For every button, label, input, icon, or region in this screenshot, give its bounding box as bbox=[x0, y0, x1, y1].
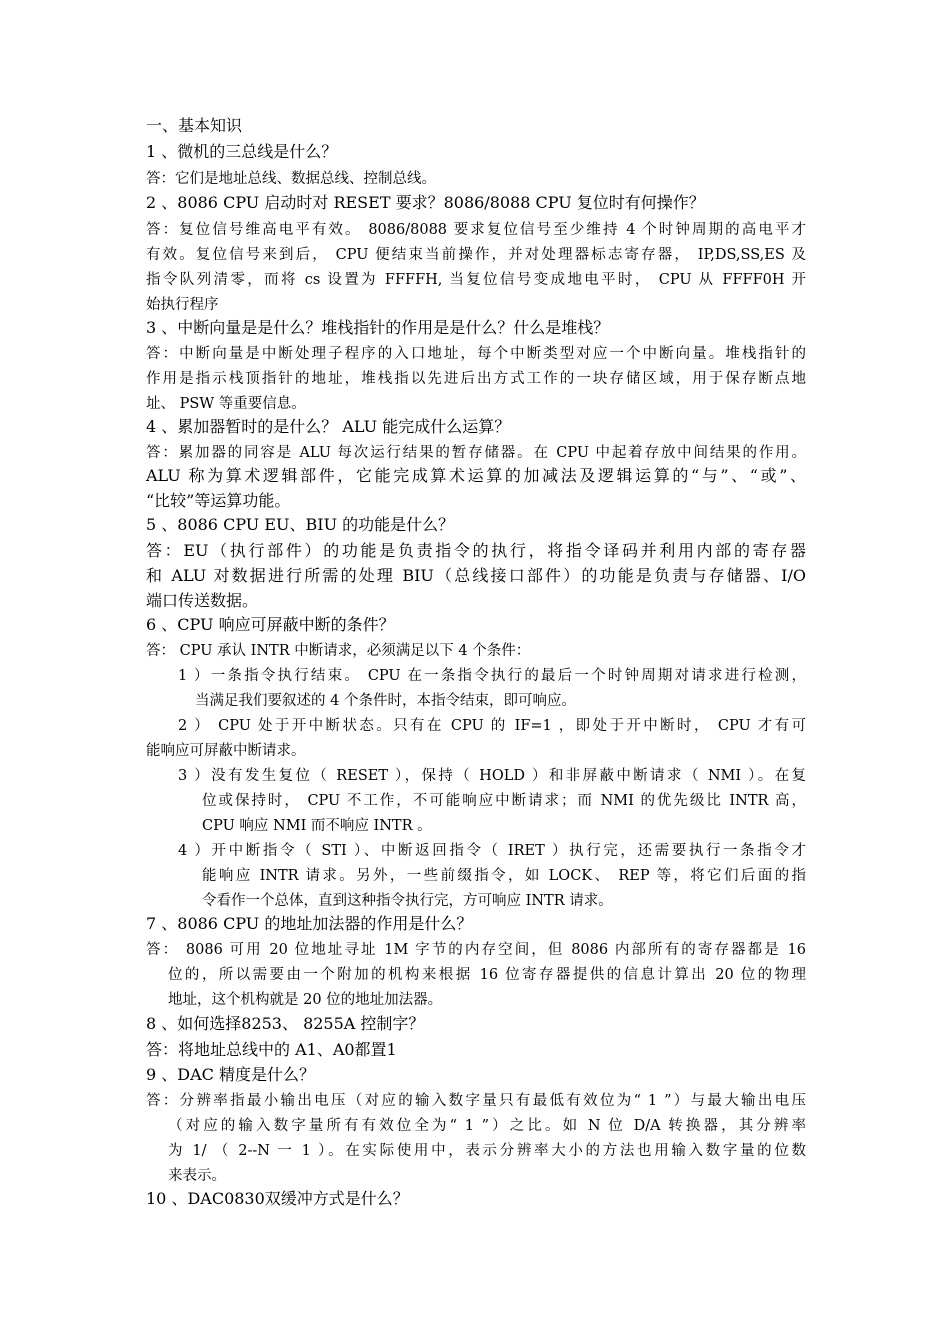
condition-4-line-3: 令看作一个总体，直到这种指令执行完，方可响应 INTR 请求。 bbox=[202, 893, 613, 909]
answer-3-line-1: 答：中断向量是中断处理子程序的入口地址，每个中断类型对应一个中断向量。堆栈指针的 bbox=[146, 346, 806, 362]
answer-5-line-2: 和 ALU 对数据进行所需的处理 BIU（总线接口部件）的功能是负责与存储器、I/O bbox=[146, 566, 806, 585]
answer-2-line-3: 指令队列清零，而将 cs 设置为 FFFFH, 当复位信号变成地电平时， CPU 从 FFFF0H 开 bbox=[146, 272, 806, 288]
answer-9-line-3: 为 1/ （ 2--N 一 1 ）。在实际使用中，表示分辨率大小的方法也用输入数字量的位数 bbox=[168, 1143, 806, 1159]
condition-1-line-1: 1 ）一条指令执行结束。 CPU 在一条指令执行的最后一个时钟周期对请求进行检测， bbox=[178, 668, 806, 684]
answer-7-line-1: 答： 8086 可用 20 位地址寻址 1M 字节的内存空间，但 8086 内部所有的寄存器都是 16 bbox=[146, 942, 806, 958]
question-5: 5 、8086 CPU EU、BIU 的功能是什么？ bbox=[146, 515, 455, 534]
answer-1: 答：它们是地址总线、数据总线、控制总线。 bbox=[146, 171, 436, 187]
condition-4-line-1: 4 ）开中断指令（ STI ）、中断返回指令（ IRET ）执行完，还需要执行一条指令才 bbox=[178, 843, 806, 859]
answer-4-line-3: “比较”等运算功能。 bbox=[146, 491, 291, 510]
condition-2-line-1: 2 ） CPU 处于开中断状态。只有在 CPU 的 IF=1 ，即处于开中断时， CPU 才有可 bbox=[178, 718, 806, 734]
answer-2-line-4: 始执行程序 bbox=[146, 297, 219, 313]
question-2: 2 、8086 CPU 启动时对 RESET 要求？8086/8088 CPU 复位时有何操作？ bbox=[146, 193, 705, 212]
condition-2-line-2: 能响应可屏蔽中断请求。 bbox=[146, 743, 306, 759]
answer-9-line-1: 答：分辨率指最小输出电压（对应的输入数字量只有最低有效位为“ 1 ”）与最大输出电压 bbox=[146, 1093, 806, 1109]
condition-4-line-2: 能响应 INTR 请求。另外，一些前缀指令，如 LOCK、 REP 等，将它们后面的指 bbox=[202, 868, 806, 884]
question-4: 4 、累加器暂时的是什么？ ALU 能完成什么运算？ bbox=[146, 417, 511, 436]
condition-3-line-3: CPU 响应 NMI 而不响应 INTR 。 bbox=[202, 818, 432, 834]
answer-7-line-2: 位的，所以需要由一个附加的机构来根据 16 位寄存器提供的信息计算出 20 位的物理 bbox=[168, 967, 806, 983]
answer-6-intro: 答： CPU 承认 INTR 中断请求，必须满足以下 4 个条件： bbox=[146, 643, 531, 659]
section-heading: 一、基本知识 bbox=[146, 116, 243, 135]
question-3: 3 、中断向量是是什么？堆栈指针的作用是是什么？什么是堆栈？ bbox=[146, 318, 610, 337]
question-8: 8 、如何选择8253、 8255A 控制字？ bbox=[146, 1014, 425, 1033]
answer-8: 答：将地址总线中的 A1、A0都置1 bbox=[146, 1040, 397, 1059]
answer-4-line-1: 答：累加器的同容是 ALU 每次运行结果的暂存储器。在 CPU 中起着存放中间结果的作用。 bbox=[146, 445, 806, 461]
answer-5-line-1: 答：EU（执行部件）的功能是负责指令的执行，将指令译码并利用内部的寄存器 bbox=[146, 541, 806, 560]
question-7: 7 、8086 CPU 的地址加法器的作用是什么？ bbox=[146, 914, 473, 933]
answer-5-line-3: 端口传送数据。 bbox=[146, 591, 259, 610]
answer-9-line-2: （对应的输入数字量所有有效位全为“ 1 ”）之比。如 N 位 D/A 转换器，其分辨率 bbox=[168, 1118, 806, 1134]
answer-2-line-2: 有效。复位信号来到后， CPU 便结束当前操作，并对处理器标志寄存器， IP,DS,SS,ES 及 bbox=[146, 247, 806, 263]
question-10: 10 、DAC0830双缓冲方式是什么？ bbox=[146, 1189, 409, 1208]
answer-4-line-2: ALU 称为算术逻辑部件，它能完成算术运算的加减法及逻辑运算的“与”、“或”、 bbox=[146, 466, 806, 485]
question-9: 9 、DAC 精度是什么？ bbox=[146, 1065, 315, 1084]
question-1: 1 、微机的三总线是什么？ bbox=[146, 142, 338, 161]
condition-3-line-2: 位或保持时， CPU 不工作，不可能响应中断请求；而 NMI 的优先级比 INTR 高， bbox=[202, 793, 806, 809]
answer-9-line-4: 来表示。 bbox=[168, 1168, 226, 1184]
condition-1-line-2: 当满足我们要叙述的 4 个条件时，本指令结束，即可响应。 bbox=[195, 693, 576, 709]
question-6: 6 、CPU 响应可屏蔽中断的条件？ bbox=[146, 615, 395, 634]
answer-3-line-2: 作用是指示栈顶指针的地址，堆栈指以先进后出方式工作的一块存储区域，用于保存断点地 bbox=[146, 371, 806, 387]
answer-2-line-1: 答：复位信号维高电平有效。 8086/8088 要求复位信号至少维持 4 个时钟周期的高电平才 bbox=[146, 222, 806, 238]
answer-3-line-3: 址、 PSW 等重要信息。 bbox=[146, 396, 306, 412]
answer-7-line-3: 地址，这个机构就是 20 位的地址加法器。 bbox=[168, 992, 443, 1008]
condition-3-line-1: 3 ）没有发生复位（ RESET ），保持（ HOLD ）和非屏蔽中断请求（ NMI ）。在复 bbox=[178, 768, 806, 784]
